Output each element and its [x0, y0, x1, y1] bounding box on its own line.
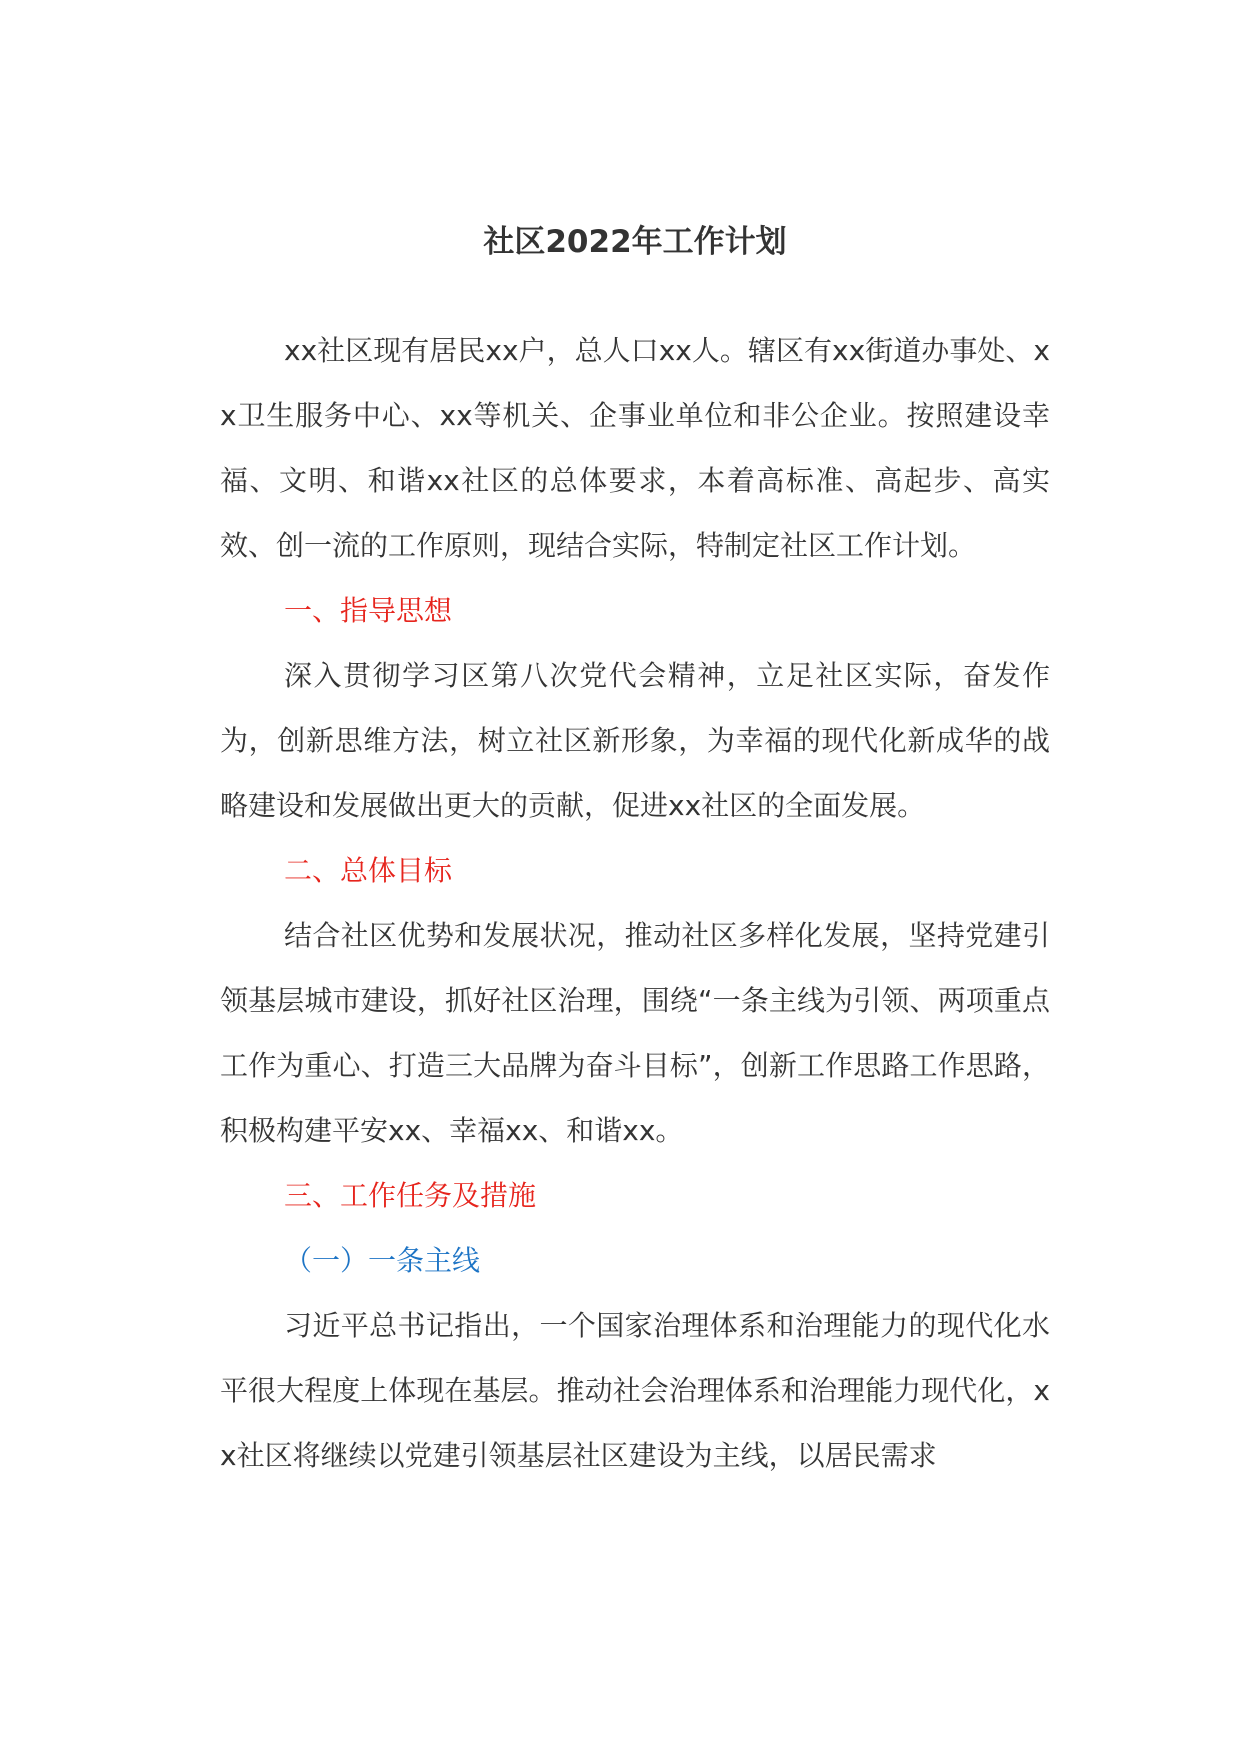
main-line-paragraph: 习近平总书记指出，一个国家治理体系和治理能力的现代化水平很大程度上体现在基层。推动社会治理体系和治理能力现代化，xx社区将继续以党建引领基层社区建设为主线，以居民需求	[220, 1309, 1050, 1472]
section-heading-guiding-ideology: 一、指导思想	[284, 594, 453, 627]
section-heading-tasks-measures: 三、工作任务及措施	[284, 1179, 537, 1212]
subsection-heading-main-line: （一）一条主线	[284, 1244, 481, 1277]
intro-paragraph: xx社区现有居民xx户，总人口xx人。辖区有xx街道办事处、xx卫生服务中心、xx等机关、企事业单位和非公企业。按照建设幸福、文明、和谐xx社区的总体要求，本着高标准、高起步、高实效、创一流的工作原则，现结合实际，特制定社区工作计划。	[220, 334, 1050, 562]
document-title: 社区2022年工作计划	[483, 224, 787, 260]
section-heading-overall-goal: 二、总体目标	[284, 854, 453, 887]
guiding-ideology-paragraph: 深入贯彻学习区第八次党代会精神，立足社区实际，奋发作为，创新思维方法，树立社区新形象，为幸福的现代化新成华的战略建设和发展做出更大的贡献，促进xx社区的全面发展。	[220, 659, 1050, 822]
document-body	[220, 318, 1050, 1488]
overall-goal-paragraph: 结合社区优势和发展状况，推动社区多样化发展，坚持党建引领基层城市建设，抓好社区治理，围绕“一条主线为引领、两项重点工作为重心、打造三大品牌为奋斗目标”，创新工作思路工作思路，积极构建平安xx、幸福xx、和谐xx。	[220, 919, 1050, 1147]
